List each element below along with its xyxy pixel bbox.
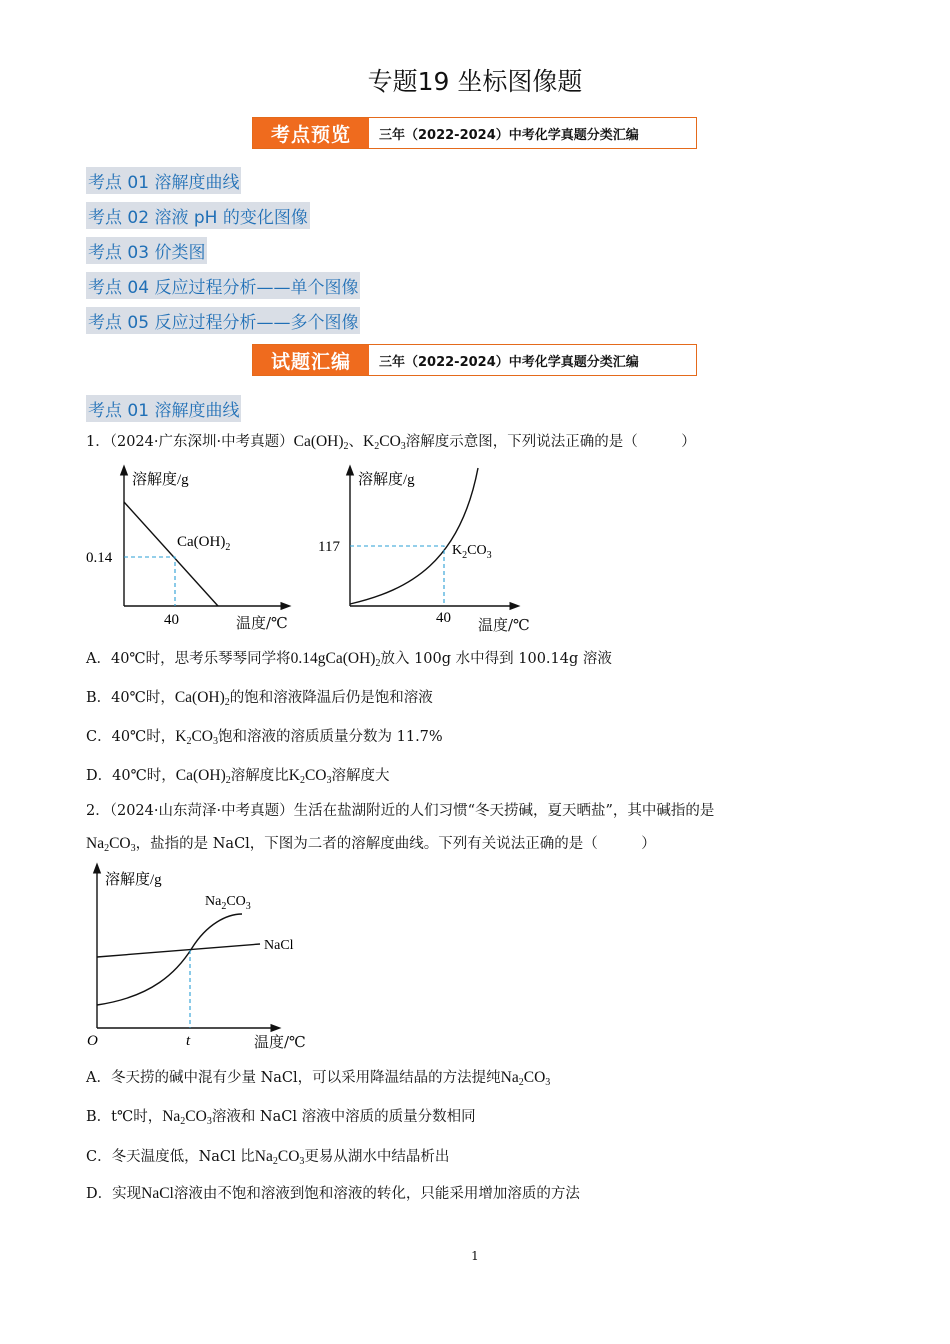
guide-dashed-line — [350, 546, 444, 606]
x-axis-label: 温度/℃ — [254, 1033, 306, 1051]
preview-banner — [252, 117, 697, 149]
toc-item-3[interactable]: 考点 03 价类图 — [86, 237, 207, 264]
series-label: $Ca(OH)_2$ — [177, 534, 231, 553]
formula: $Ca(OH)_2$ — [293, 433, 349, 452]
formula: NaCl — [141, 1185, 174, 1202]
question-source: （2024·广东深圳·中考真题） — [109, 434, 294, 450]
page-number: 1 — [471, 1249, 479, 1263]
option-a[interactable]: A．冬天捞的碱中混有少量 NaCl，可以采用降温结晶的方法提纯$Na_2CO_3$ — [86, 1069, 551, 1088]
option-b[interactable]: B．40℃时，$Ca(OH)_2$的饱和溶液降温后仍是饱和溶液 — [86, 689, 433, 708]
option-d[interactable]: D．实现NaCl溶液由不饱和溶液到饱和溶液的转化，只能采用增加溶质的方法 — [86, 1185, 580, 1202]
exercises-banner — [252, 344, 697, 376]
formula: $K_2CO_3$ — [363, 433, 406, 452]
toc-item-5[interactable]: 考点 05 反应过程分析——多个图像 — [86, 307, 360, 334]
toc-item-4[interactable]: 考点 04 反应过程分析——单个图像 — [86, 272, 360, 299]
option-c[interactable]: C．冬天温度低，NaCl 比$Na_2CO_3$更易从湖水中结晶析出 — [86, 1148, 450, 1167]
k2co3-solubility-chart — [310, 462, 530, 634]
y-axis-label: 溶解度/g — [358, 472, 415, 488]
caoh2-solubility-chart — [84, 462, 294, 634]
question-2-stem-line2: $Na_2CO_3$，盐指的是 NaCl，下图为二者的溶解度曲线。下列有关说法正确的是（ ） — [86, 835, 656, 854]
series-label-na2co3: $Na_2CO_3$ — [205, 894, 251, 912]
formula: $Na_2CO_3$ — [254, 1148, 305, 1167]
na2co3-curve — [97, 914, 242, 1005]
formula: $K_2CO_3$ — [175, 728, 219, 747]
question-number: 1． — [86, 434, 110, 450]
section-heading: 考点 01 溶解度曲线 — [86, 395, 241, 422]
toc-item-1[interactable]: 考点 01 溶解度曲线 — [86, 167, 241, 194]
y-axis-label: 溶解度/g — [105, 872, 162, 888]
question-2-stem-line1: 2．（2024·山东菏泽·中考真题）生活在盐湖附近的人们习惯“冬天捞碱，夏天晒盐”，其中碱指的是 — [86, 803, 715, 819]
option-a[interactable]: A．40℃时，思考乐琴琴同学将$0.14gCa(OH)_2$放入 100g 水中得到 100.14g 溶液 — [86, 650, 612, 669]
origin-label: O — [87, 1033, 98, 1049]
y-axis-label: 溶解度/g — [132, 472, 189, 488]
formula: $Ca(OH)_2$ — [175, 767, 231, 786]
question-source: （2024·山东菏泽·中考真题） — [109, 803, 294, 819]
caoh2-curve — [124, 502, 218, 606]
formula: $K_2CO_3$ — [288, 767, 332, 786]
series-label-nacl: NaCl — [264, 938, 294, 953]
nacl-curve — [97, 944, 260, 957]
question-1-stem: 1．（2024·广东深圳·中考真题）$Ca(OH)_2$、$K_2CO_3$溶解度示意图，下列说法正确的是（ ） — [86, 433, 696, 452]
x-tick-label: 40 — [436, 610, 451, 626]
page-title: 专题19 坐标图像题 — [367, 67, 583, 96]
banner-subtitle: 三年（2022-2024）中考化学真题分类汇编 — [379, 127, 639, 143]
formula: $Na_2CO_3$ — [86, 835, 136, 854]
formula: $Na_2CO_3$ — [162, 1108, 212, 1127]
option-b[interactable]: B．t℃时，$Na_2CO_3$溶液和 NaCl 溶液中溶质的质量分数相同 — [86, 1108, 476, 1127]
formula: $Ca(OH)_2$ — [174, 689, 230, 708]
y-tick-label: 0.14 — [86, 550, 113, 566]
x-tick-label: t — [186, 1033, 191, 1049]
option-c[interactable]: C．40℃时，$K_2CO_3$饱和溶液的溶质质量分数为 11.7% — [86, 728, 443, 747]
option-d[interactable]: D．40℃时，$Ca(OH)_2$溶解度比$K_2CO_3$溶解度大 — [86, 767, 390, 786]
banner-subtitle: 三年（2022-2024）中考化学真题分类汇编 — [379, 354, 639, 370]
y-tick-label: 117 — [318, 539, 340, 555]
series-label: $K_2CO_3$ — [452, 543, 492, 561]
toc-item-2[interactable]: 考点 02 溶液 pH 的变化图像 — [86, 202, 310, 229]
x-tick-label: 40 — [164, 612, 179, 628]
x-axis-label: 温度/℃ — [478, 616, 530, 634]
formula: $0.14gCa(OH)_2$ — [290, 650, 381, 669]
formula: $Na_2CO_3$ — [500, 1069, 551, 1088]
na2co3-nacl-solubility-chart — [82, 862, 314, 1052]
x-axis-label: 温度/℃ — [236, 614, 288, 632]
banner-tag: 试题汇编 — [253, 345, 369, 375]
k2co3-curve — [350, 468, 478, 604]
banner-tag: 考点预览 — [253, 118, 369, 148]
guide-dashed-line — [124, 557, 175, 606]
question-text: 溶解度示意图，下列说法正确的是（ ） — [405, 434, 696, 450]
question-number: 2． — [86, 803, 110, 819]
